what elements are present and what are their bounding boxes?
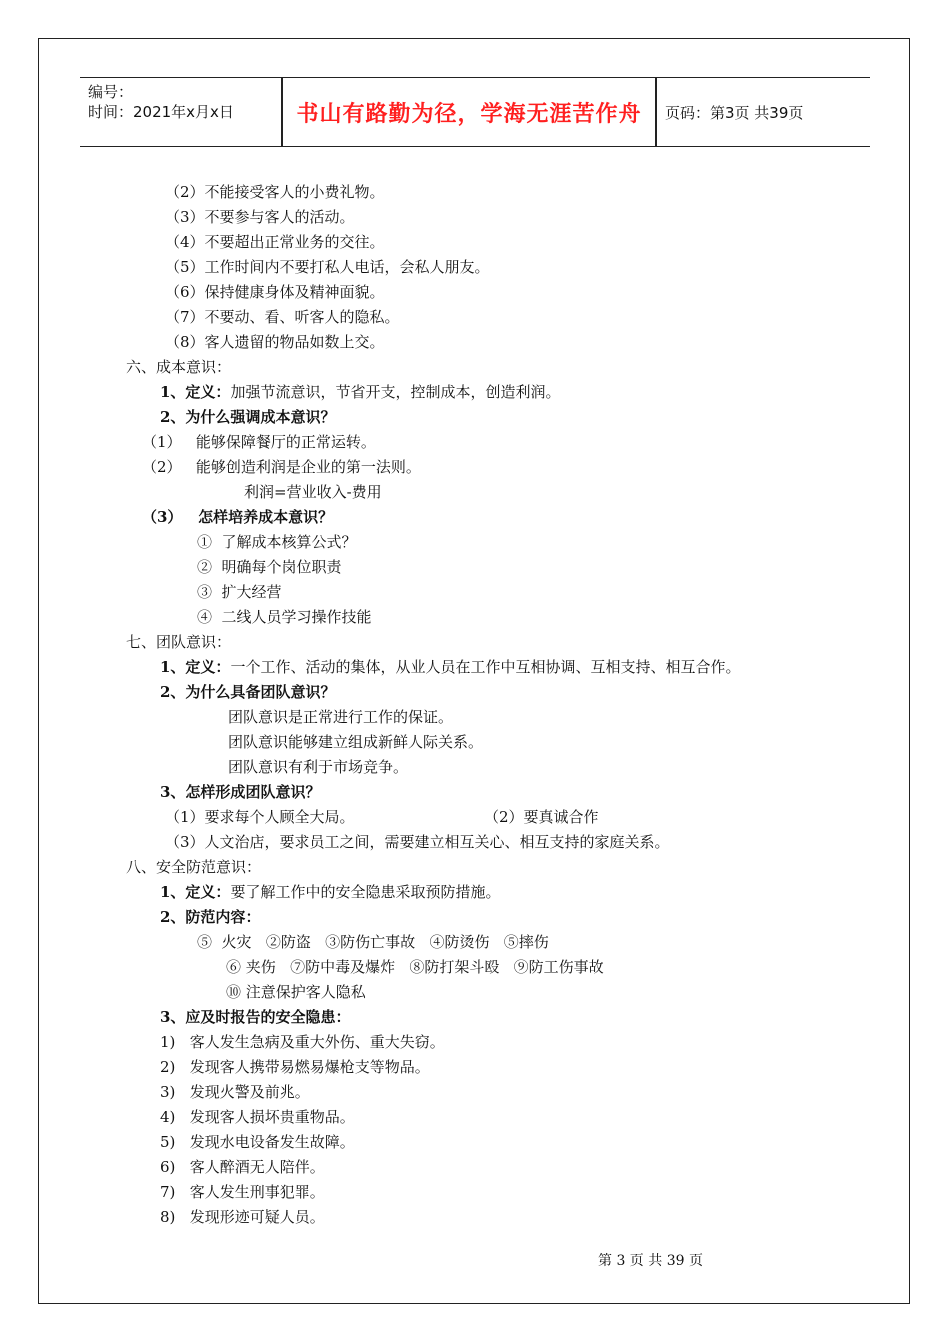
definition-label: 1、定义： [160,658,231,676]
text-line: 2) 发现客人携带易燃易爆枪支等物品。 [160,1058,430,1076]
text-line: ① 了解成本核算公式？ [197,533,357,551]
text-line: 团队意识有利于市场竞争。 [228,758,409,776]
text-line: 团队意识是正常进行工作的保证。 [228,708,454,726]
text-line [160,382,560,402]
text-line: （1） 能够保障餐厅的正常运转。 [142,433,376,451]
page-footer: 第 3 页 共 39 页 [598,1253,703,1269]
text-line: （3）人文治店，要求员工之间，需要建立相互关心、相互支持的家庭关系。 [165,833,670,851]
document-date: 时间：2021年x月x日 [88,103,234,121]
text-line: （2）要真诚合作 [484,808,599,826]
definition-text: 要了解工作中的安全隐患采取预防措施。 [230,883,501,901]
document-number: 编号： [88,83,134,101]
text-line: 6) 客人醉酒无人陪伴。 [160,1158,325,1176]
text-line: 4) 发现客人损坏贵重物品。 [160,1108,355,1126]
sub-heading: 3、应及时报告的安全隐患： [160,1008,351,1026]
text-line: 3) 发现火警及前兆。 [160,1083,310,1101]
text-line: ⑩ 注意保护客人隐私 [226,983,366,1001]
text-line: （8）客人遗留的物品如数上交。 [165,333,385,351]
sub-heading: 2、防范内容： [160,908,261,926]
header-motto: 书山有路勤为径，学海无涯苦作舟 [296,101,642,127]
sub-heading: （3） 怎样培养成本意识？ [142,508,334,526]
header-meta [88,82,234,122]
text-line: 团队意识能够建立组成新鲜人际关系。 [228,733,484,751]
text-line: ⑤ 火灾 ②防盗 ③防伤亡事故 ④防烫伤 ⑤摔伤 [197,933,549,951]
text-line: （1）要求每个人顾全大局。 [165,808,355,826]
sub-heading: 3、怎样形成团队意识？ [160,783,321,801]
header-page-number: 页码：第3页 共39页 [665,103,804,122]
sub-heading: 2、为什么具备团队意识？ [160,683,336,701]
text-line: 1) 客人发生急病及重大外伤、重大失窃。 [160,1033,445,1051]
text-line: （6）保持健康身体及精神面貌。 [165,283,385,301]
text-line: ② 明确每个岗位职责 [197,558,342,576]
header-divider-right [655,78,657,146]
text-line: ③ 扩大经营 [197,583,282,601]
text-line: （4）不要超出正常业务的交往。 [165,233,385,251]
text-line: 5) 发现水电设备发生故障。 [160,1133,355,1151]
definition-label: 1、定义： [160,383,231,401]
text-line: （5）工作时间内不要打私人电话，会私人朋友。 [165,258,490,276]
formula-line: 利润=营业收入-费用 [244,483,382,501]
text-line: （2） 能够创造利润是企业的第一法则。 [142,458,421,476]
text-line: 7) 客人发生刑事犯罪。 [160,1183,325,1201]
text-line: （2）不能接受客人的小费礼物。 [165,183,385,201]
section-heading: 七、团队意识： [126,633,232,651]
text-line: ④ 二线人员学习操作技能 [197,608,372,626]
sub-heading: 2、为什么强调成本意识？ [160,408,336,426]
text-line [160,882,500,902]
section-heading: 六、成本意识： [126,358,232,376]
text-line: （7）不要动、看、听客人的隐私。 [165,308,400,326]
definition-text: 加强节流意识，节省开支，控制成本，创造利润。 [230,383,561,401]
definition-text: 一个工作、活动的集体，从业人员在工作中互相协调、互相支持、相互合作。 [230,658,741,676]
text-line [160,657,740,677]
text-line: ⑥ 夹伤 ⑦防中毒及爆炸 ⑧防打架斗殴 ⑨防工伤事故 [226,958,604,976]
text-line: 8) 发现形迹可疑人员。 [160,1208,325,1226]
text-line: （3）不要参与客人的活动。 [165,208,355,226]
definition-label: 1、定义： [160,883,231,901]
section-heading: 八、安全防范意识： [126,858,262,876]
page-header [80,77,870,147]
